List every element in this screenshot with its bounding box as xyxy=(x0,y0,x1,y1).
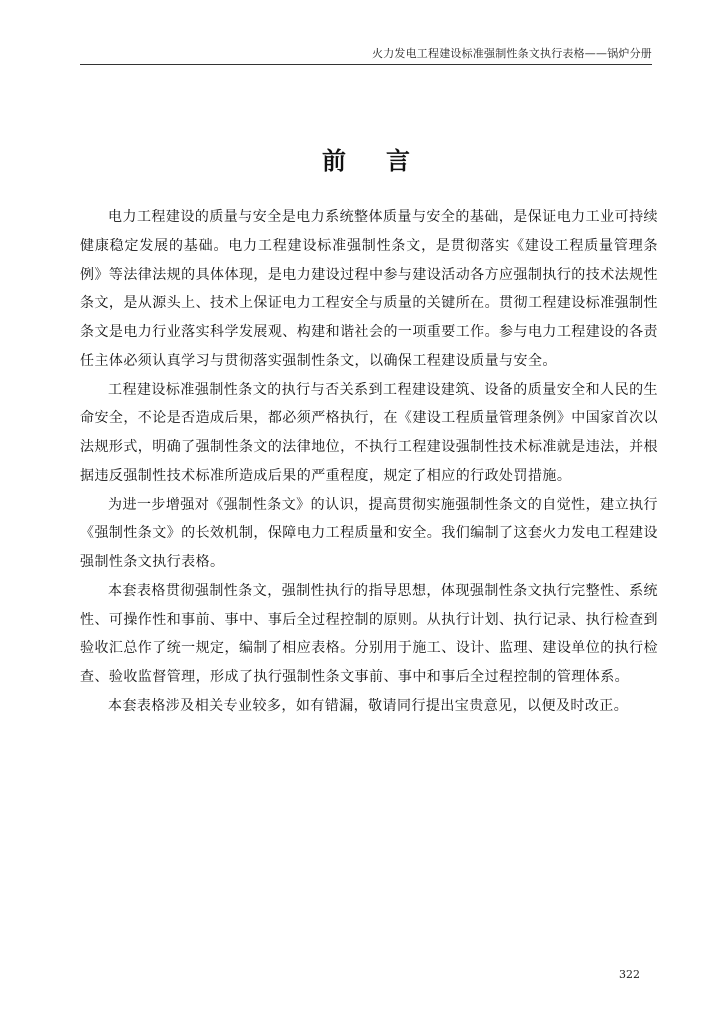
paragraph-3: 为进一步增强对《强制性条文》的认识，提高贯彻实施强制性条文的自觉性，建立执行《强制性条文》的长效机制，保障电力工程质量和安全。我们编制了这套火力发电工程建设强制性条文执行表格。 xyxy=(80,496,658,570)
page-number: 322 xyxy=(619,968,640,981)
running-header: 火力发电工程建设标准强制性条文执行表格——锅炉分册 xyxy=(372,47,652,60)
title-char-2: 言 xyxy=(386,147,410,175)
title-char-1: 前 xyxy=(322,147,346,175)
paragraph-1: 电力工程建设的质量与安全是电力系统整体质量与安全的基础，是保证电力工业可持续健康稳定发展的基础。电力工程建设标准强制性条文，是贯彻落实《建设工程质量管理条例》等法律法规的具体体现，是电力建设过程中参与建设活动各方应强制执行的技术法规性条文，是从源头上、技术上保证电力工程安全与质量的关键所在。贯彻工程建设标准强制性条文是电力行业落实科学发展观、构建和谐社会的一项重要工作。参与电力工程建设的各责任主体必须认真学习与贯彻落实强制性条文，以确保工程建设质量与安全。 xyxy=(80,209,658,369)
paragraph-2: 工程建设标准强制性条文的执行与否关系到工程建设建筑、设备的质量安全和人民的生命安全，不论是否造成后果，都必须严格执行，在《建设工程质量管理条例》中国家首次以法规形式，明确了强制性条文的法律地位，不执行工程建设强制性技术标准就是违法，并根据违反强制性技术标准所造成后果的严重程度，规定了相应的行政处罚措施。 xyxy=(80,381,658,484)
body-text xyxy=(80,203,658,721)
paragraph-4: 本套表格贯彻强制性条文，强制性执行的指导思想，体现强制性条文执行完整性、系统性、可操作性和事前、事中、事后全过程控制的原则。从执行计划、执行记录、执行检查到验收汇总作了统一规定，编制了相应表格。分别用于施工、设计、监理、建设单位的执行检查、验收监督管理，形成了执行强制性条文事前、事中和事后全过程控制的管理体系。 xyxy=(80,582,658,685)
paragraph-5: 本套表格涉及相关专业较多，如有错漏，敬请同行提出宝贵意见，以便及时改正。 xyxy=(108,697,629,714)
header-rule xyxy=(80,64,652,65)
page-title xyxy=(80,144,652,178)
